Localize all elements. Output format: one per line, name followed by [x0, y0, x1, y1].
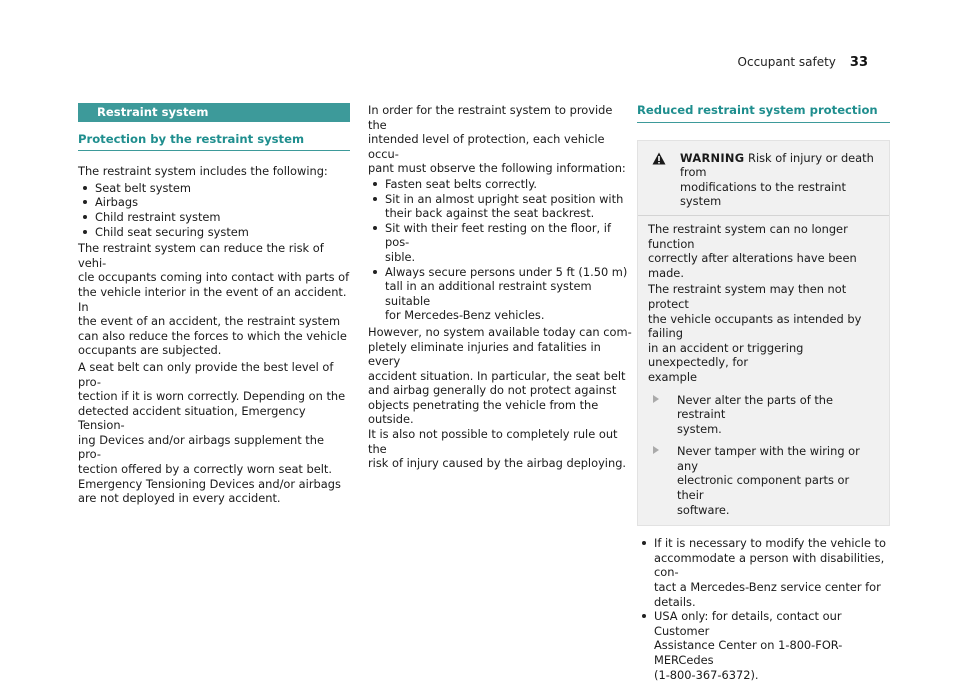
warning-header: [648, 151, 879, 209]
warning-box: [637, 140, 890, 527]
list-item: Seat belt system: [78, 181, 350, 196]
bullet-icon: [373, 226, 377, 230]
bullet-icon: [83, 186, 87, 190]
list-item: If it is necessary to modify the vehicle to accommodate a person with disabilities, con- tact a Mercedes-Benz service center for details.: [637, 536, 890, 609]
paragraph: The restraint system can no longer function correctly after alterations have been made.: [648, 221, 857, 280]
restraint-components-list: [78, 181, 350, 239]
arrow-right-icon: [653, 395, 659, 403]
paragraph: A seat belt can only provide the best level of pro- tection if it is worn correctly. Depending on the detected accident situation, Emergency Tension- ing Devices and/or airbags supplement the pro- tection offered by a correctly worn seat belt. Emergency Tensioning Devices and/or airbags are not deployed in every accident.: [78, 359, 346, 506]
page-number: 33: [849, 55, 868, 70]
column-3: [637, 103, 890, 682]
warning-triangle-icon: [652, 152, 666, 165]
paragraph: In order for the restraint system to provide the intended level of protection, each vehicle occu- pant must observe the following information:: [368, 103, 626, 176]
list-item: Child restraint system: [78, 210, 350, 225]
paragraph: However, no system available today can com- pletely eliminate injuries and fatalities in every accident situation. In particular, the seat belt and airbag generally do not protect against objects penetrating the vehicle from the outside. It is also not possible to completely rule out the risk of injury caused by the airbag deploying.: [368, 324, 632, 471]
bullet-icon: [373, 270, 377, 274]
bullet-icon: [373, 182, 377, 186]
intro-text: The restraint system includes the following:: [78, 164, 328, 179]
list-item: USA only: for details, contact our Customer Assistance Center on 1-800-FOR-MERCedes (1-800-367-6372).: [637, 609, 890, 682]
action-step: Never alter the parts of the restraint system.: [648, 393, 879, 437]
occupant-info-list: [368, 177, 634, 323]
column-2: [368, 103, 634, 471]
paragraph: The restraint system may then not protect the vehicle occupants as intended by failing in an accident or triggering unexpectedly, for example: [648, 282, 862, 384]
subheading-reduced-protection: Reduced restraint system protection: [637, 103, 890, 123]
list-item: Child seat securing system: [78, 225, 350, 240]
warning-label: WARNING: [680, 150, 745, 165]
additional-info-list: [637, 536, 890, 682]
column-1: [78, 103, 350, 506]
arrow-right-icon: [653, 446, 659, 454]
bullet-icon: [642, 541, 646, 545]
bullet-icon: [83, 200, 87, 204]
list-item: Sit with their feet resting on the floor, if pos- sible.: [368, 221, 634, 265]
paragraph: The restraint system can reduce the risk of vehi- cle occupants coming into contact with parts of the vehicle interior in the event of an accident. In the event of an accident, the restraint system can also reduce the forces to which the vehicle occupants are subjected.: [78, 241, 350, 358]
warning-title: Risk of injury or death from modifications to the restraint system: [680, 150, 874, 209]
list-item: Fasten seat belts correctly.: [368, 177, 634, 192]
list-item: Sit in an almost upright seat position with their back against the seat backrest.: [368, 192, 634, 221]
bullet-icon: [642, 614, 646, 618]
section-title: Restraint system: [78, 103, 350, 122]
list-item: Always secure persons under 5 ft (1.50 m) tall in an additional restraint system suitable for Mercedes-Benz vehicles.: [368, 265, 634, 323]
bullet-icon: [373, 197, 377, 201]
bullet-icon: [83, 230, 87, 234]
subheading-protection: Protection by the restraint system: [78, 132, 350, 152]
warning-body: [648, 222, 879, 517]
divider: [638, 215, 889, 216]
bullet-icon: [83, 215, 87, 219]
section-name: Occupant safety: [737, 55, 836, 69]
action-step: Never tamper with the wiring or any electronic component parts or their software.: [648, 444, 879, 517]
list-item: Airbags: [78, 195, 350, 210]
page-header: [738, 55, 868, 70]
